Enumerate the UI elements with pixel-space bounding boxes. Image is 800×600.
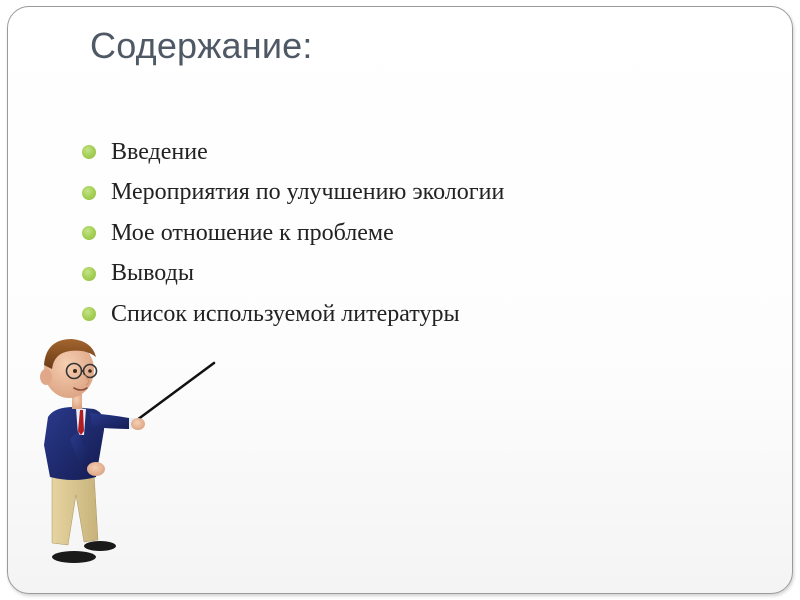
bullet-item [82, 132, 504, 173]
bullet-text: Выводы [111, 260, 194, 287]
bullet-item [82, 294, 504, 335]
bullet-list [82, 132, 504, 335]
bullet-item [82, 254, 504, 295]
bullet-dot-icon [82, 226, 96, 240]
bullet-text: Введение [111, 138, 208, 165]
bullet-dot-icon [82, 307, 96, 321]
bullet-item [82, 213, 504, 254]
bullet-text: Список используемой литературы [111, 300, 460, 327]
bullet-text: Мероприятия по улучшению экологии [111, 179, 505, 206]
slide [7, 6, 793, 594]
bullet-item [82, 173, 504, 214]
bullet-dot-icon [82, 267, 96, 281]
bullet-dot-icon [82, 145, 96, 159]
slide-title: Содержание: [90, 25, 313, 66]
bullet-text: Мое отношение к проблеме [111, 219, 394, 246]
teacher-pointer-illustration [34, 335, 249, 575]
bullet-dot-icon [82, 186, 96, 200]
